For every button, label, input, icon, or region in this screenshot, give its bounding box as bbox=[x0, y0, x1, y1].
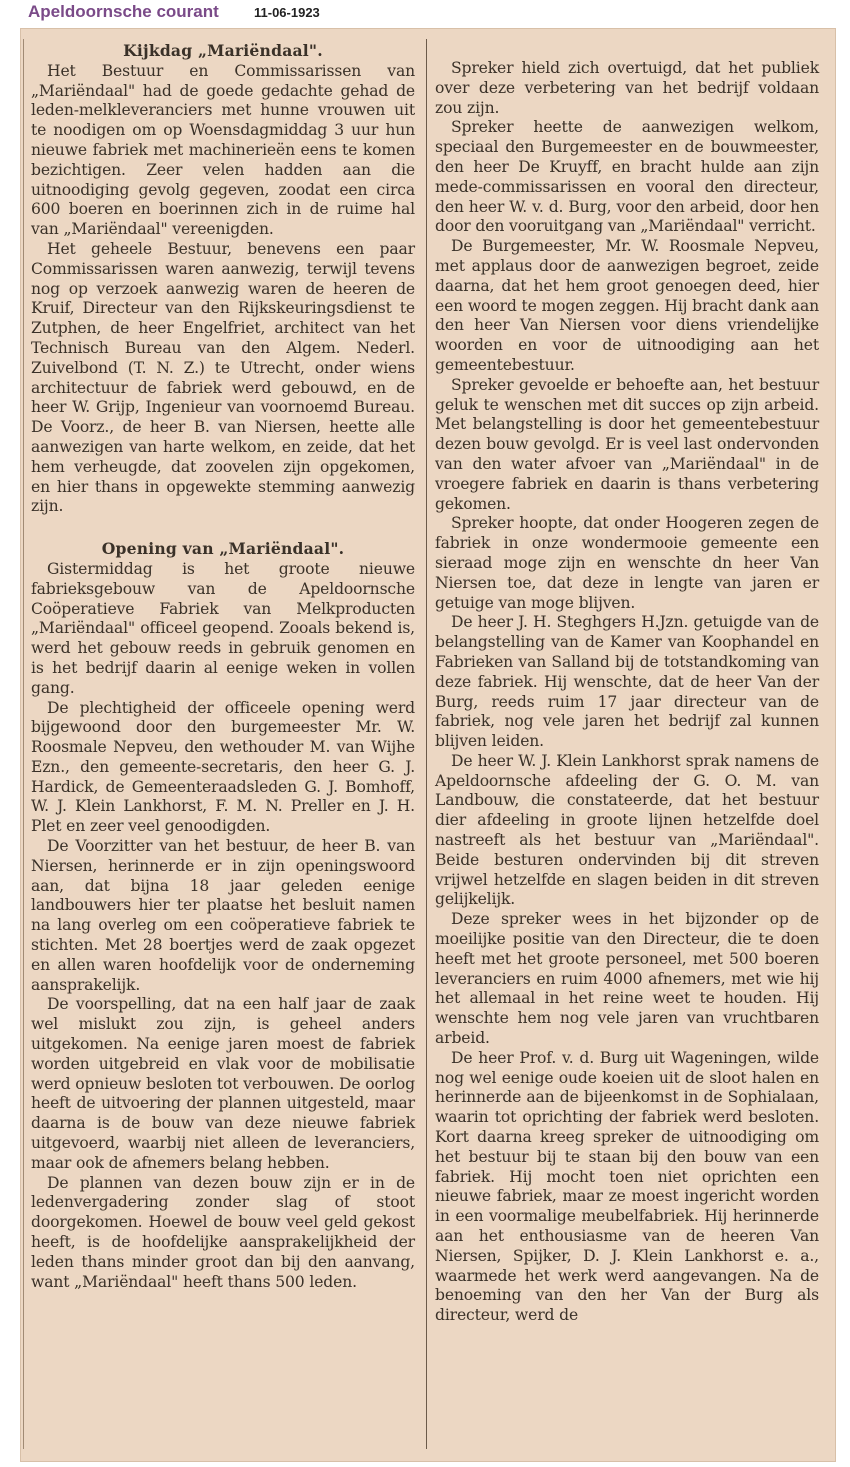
article-paragraph: De plechtigheid der officeele opening werd bijgewoond door den burgemeester Mr. W. Roosmale Nepveu, den wethouder M. van Wijhe Ezn., den gemeente-secretaris, den heer G. J. Hardick, de Gemeenteraadsleden G. J. Bomhoff, W. J. Klein Lankhorst, F. M. N. Preller en J. H. Plet en zeer veel genoodigden. bbox=[31, 698, 415, 836]
article-paragraph: De heer W. J. Klein Lankhorst sprak namens de Apeldoornsche afdeeling der G. O. M. van Landbouw, die constateerde, dat het bestuur dier afdeeling in groote lijnen hetzelfde doel nastreeft als het bestuur van „Mariëndaal". Beide besturen ondervinden bij dit streven vrijwel hetzelfde en slagen beiden in dit streven gelijkelijk. bbox=[435, 751, 819, 909]
article-paragraph: Spreker heette de aanwezigen welkom, speciaal den Burgemeester en de bouwmeester, den heer De Kruyff, en bracht hulde aan zijn mede-commissarissen en vooral den directeur, den heer W. v. d. Burg, voor den arbeid, door hen door den vooruitgang van „Mariëndaal" verricht. bbox=[435, 118, 819, 236]
article-separator bbox=[31, 517, 415, 539]
publication-date: 11-06-1923 bbox=[254, 5, 320, 20]
right-column bbox=[435, 59, 819, 1326]
article-paragraph: De voorspelling, dat na een half jaar de zaak wel mislukt zou zijn, is geheel anders uitgekomen. Na eenige jaren moest de fabriek worden uitgebreid en vlak voor de mobilisatie werd opnieuw besloten tot verbouwen. De oorlog heeft de uitvoering der plannen uitgesteld, maar daarna is de bouw van deze nieuwe fabriek uitgevoerd, waarbij niet alleen de leveranciers, maar ook de afnemers belang hebben. bbox=[31, 995, 415, 1172]
left-column bbox=[31, 41, 415, 1292]
article-headline: Kijkdag „Mariëndaal". bbox=[123, 41, 323, 60]
left-border-rule bbox=[23, 39, 24, 1449]
article-paragraph: Gistermiddag is het groote nieuwe fabrieksgebouw van de Apeldoornsche Coöperatieve Fabriek van Melkproducten „Mariëndaal" officeel geopend. Zooals bekend is, werd het gebouw reeds in gebruik genomen en is het bedrijf daarin al eenige weken in vollen gang. bbox=[31, 559, 415, 697]
article-paragraph: Het Bestuur en Commissarissen van „Mariëndaal" had de goede gedachte gehad de leden-melkleveranciers met hunne vrouwen uit te noodigen om op Woensdagmiddag 3 uur hun nieuwe fabriek met machinerieën eens te komen bezichtigen. Zeer velen hadden aan die uitnoodiging gevolg gegeven, zoodat een circa 600 boeren en boerinnen zich in de ruime hal van „Mariëndaal" vereenigden. bbox=[31, 61, 415, 239]
article-paragraph: Spreker hield zich overtuigd, dat het publiek over deze verbetering van het bedrijf voldaan zou zijn. bbox=[435, 59, 819, 117]
article-paragraph: Spreker gevoelde er behoefte aan, het bestuur geluk te wenschen met dit succes op zijn arbeid. Met belangstelling is door het gemeentebestuur dezen bouw gevolgd. Er is veel last ondervonden van den water afvoer van „Mariëndaal" in de vroegere fabriek en daarin is thans verbetering gekomen. bbox=[435, 375, 819, 513]
article-paragraph: Spreker hoopte, dat onder Hoogeren zegen de fabriek in onze wondermooie gemeente een sieraad moge zijn en wenschte dn heer Van Niersen toe, dat deze in lengte van jaren er getuige van moge blijven. bbox=[435, 514, 819, 612]
header-bar bbox=[0, 0, 850, 26]
article-kijkdag bbox=[31, 41, 415, 517]
article-headline: Opening van „Mariëndaal". bbox=[101, 539, 345, 559]
newspaper-clipping bbox=[20, 28, 836, 1462]
newspaper-title: Apeldoornsche courant bbox=[28, 2, 219, 21]
article-paragraph: De Burgemeester, Mr. W. Roosmale Nepveu, met applaus door de aanwezigen begroet, zeide daarna, dat het hem groot genoegen deed, hier een woord te mogen zeggen. Hij bracht dank aan den heer Van Niersen voor diens vriendelijke woorden en voor de uitnoodiging aan het gemeentebestuur. bbox=[435, 237, 819, 374]
article-opening bbox=[31, 539, 415, 1292]
column-divider bbox=[426, 39, 427, 1449]
article-paragraph: De heer Prof. v. d. Burg uit Wageningen, wilde nog wel eenige oude koeien uit de sloot halen en herinnerde aan de bijeenkomst in de Sophialaan, waarin tot oprichting der fabriek werd besloten. Kort daarna kreeg spreker de uitnoodiging om het bestuur bij te staan bij den bouw van een fabriek. Hij mocht toen niet oprichten een nieuwe fabriek, maar ze moest ingericht worden in een voormalige meubelfabriek. Hij herinnerde aan het enthousiasme van de heeren Van Niersen, Spijker, D. J. Klein Lankhorst e. a., waarmede het werk werd aangevangen. Na de benoeming van den her Van der Burg als directeur, werd de bbox=[435, 1048, 819, 1325]
article-paragraph: Deze spreker wees in het bijzonder op de moeilijke positie van den Directeur, die te doen heeft met het groote personeel, met 500 boeren leveranciers en ruim 4000 afnemers, met wie hij het allemaal in het reine weet te houden. Hij wenschte hem nog vele jaren van vruchtbaren arbeid. bbox=[435, 910, 819, 1048]
article-paragraph: De plannen van dezen bouw zijn er in de ledenvergadering zonder slag of stoot doorgekomen. Hoewel de bouw veel geld gekost heeft, is de hoofdelijke aansprakelijkheid der leden thans minder groot dan bij den aanvang, want „Mariëndaal" heeft thans 500 leden. bbox=[31, 1173, 415, 1291]
article-paragraph: De Voorzitter van het bestuur, de heer B. van Niersen, herinnerde er in zijn openingswoord aan, dat bijna 18 jaar geleden eenige landbouwers hier ter plaatse het besluit namen na lang overleg om een coöperatieve fabriek te stichten. Met 28 boertjes werd de zaak opgezet en allen waren hoofdelijk voor de onderneming aansprakelijk. bbox=[31, 837, 415, 994]
article-paragraph: Het geheele Bestuur, benevens een paar Commissarissen waren aanwezig, terwijl tevens nog op verzoek aanwezig waren de heeren de Kruif, Directeur van den Rijkskeuringsdienst te Zutphen, de heer Engelfriet, architect van het Technisch Bureau van den Algem. Nederl. Zuivelbond (T. N. Z.) te Utrecht, onder wiens architectuur de fabriek werd gebouwd, en de heer W. Grijp, Ingenieur van voornoemd Bureau. De Voorz., de heer B. van Niersen, heette alle aanwezigen van harte welkom, en zeide, dat het hem verheugde, dat zoovelen zijn opgekomen, en hier thans in opgewekte stemming aanwezig zijn. bbox=[31, 239, 415, 516]
article-paragraph: De heer J. H. Steghgers H.Jzn. getuigde van de belangstelling van de Kamer van Koophandel en Fabrieken van Salland bij de totstandkoming van deze fabriek. Hij wenschte, dat de heer Van der Burg, reeds ruim 17 jaar directeur van de fabriek, nog vele jaren het bedrijf zal kunnen blijven leiden. bbox=[435, 613, 819, 751]
